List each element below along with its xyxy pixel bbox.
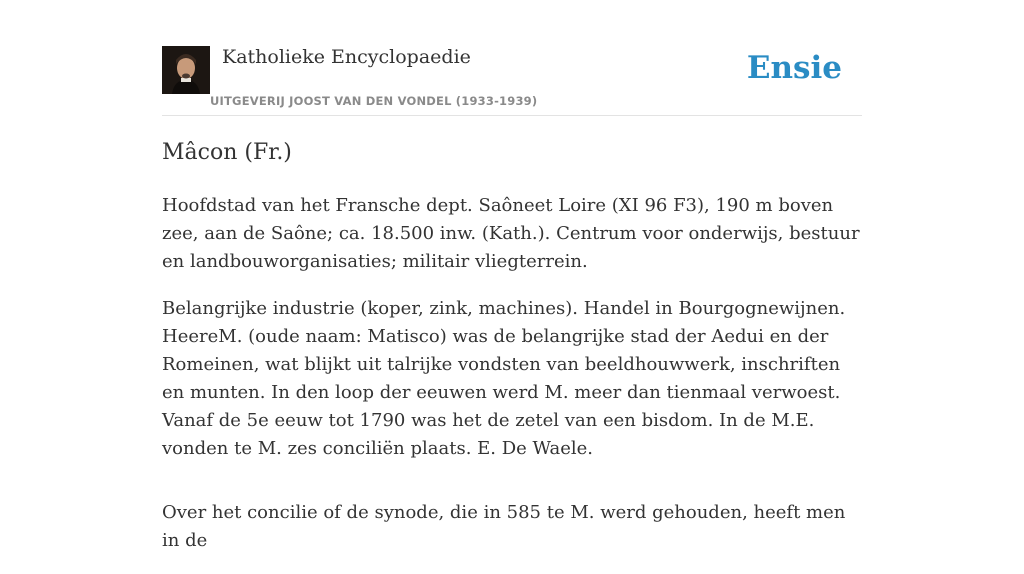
article-body: [162, 192, 862, 574]
portrait-avatar-icon[interactable]: [162, 46, 210, 94]
article-paragraph-1: Hoofdstad van het Fransche dept. Saôneet Loire (XI 96 F3), 190 m boven zee, aan de Saône; ca. 18.500 inw. (Kath.). Centrum voor onderwijs, bestuur en landbouworganisaties; militair vliegterrein.: [162, 195, 860, 272]
source-title[interactable]: Katholieke Encyclopaedie: [222, 46, 471, 68]
article-paragraph-2: Belangrijke industrie (koper, zink, machines). Handel in Bourgognewijnen. HeereM. (oude naam: Matisco) was de belangrijke stad der Aedui en der Romeinen, wat blijkt uit talrijke vondsten van beeldhouwwerk, inschriften en munten. In den loop der eeuwen werd M. meer dan tienmaal verwoest. Vanaf de 5e eeuw tot 1790 was het de zetel van een bisdom. In de M.E. vonden te M. zes conciliën plaats. E. De Waele.: [162, 298, 846, 459]
article-paragraph-3: Over het concilie of de synode, die in 585 te M. werd gehouden, heeft men in de: [162, 502, 846, 551]
article-title: Mâcon (Fr.): [162, 140, 292, 165]
ensie-logo-link[interactable]: Ensie: [746, 50, 842, 86]
publisher-label: UITGEVERIJ JOOST VAN DEN VONDEL (1933-1939): [210, 94, 538, 108]
page-header: [162, 0, 862, 116]
page-container: [162, 0, 862, 551]
